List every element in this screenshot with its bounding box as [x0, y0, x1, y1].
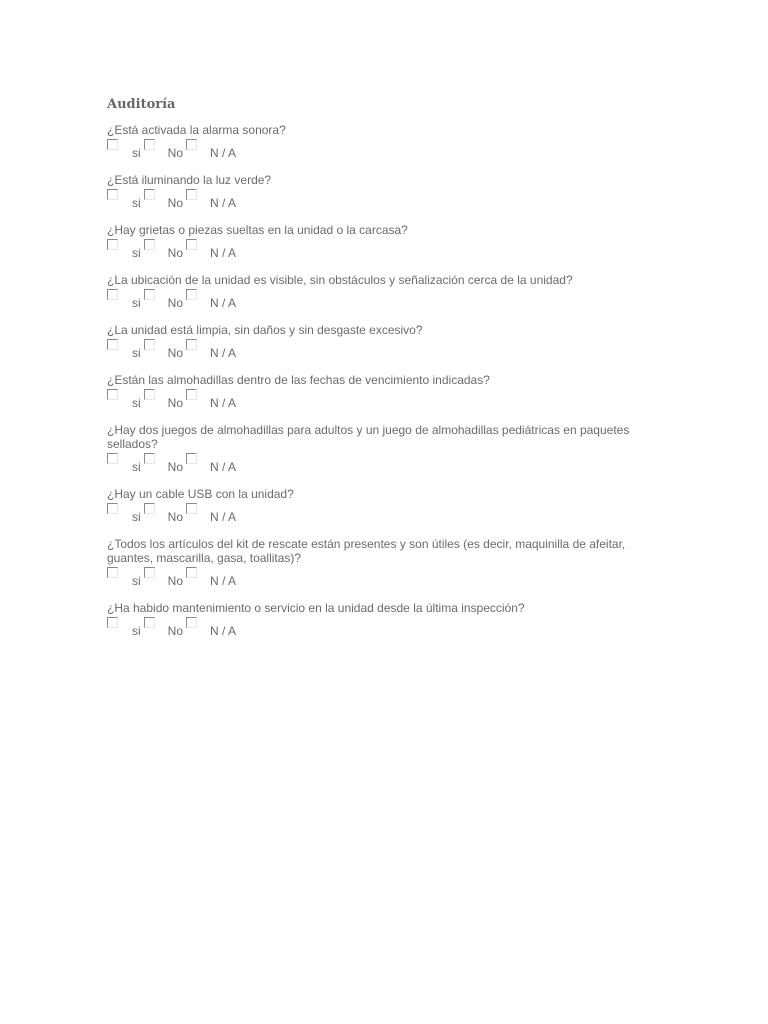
checkbox-na[interactable]	[186, 289, 197, 300]
label-si: si	[132, 510, 141, 524]
checkbox-na[interactable]	[186, 139, 197, 150]
question-item	[107, 600, 667, 637]
checkbox-na[interactable]	[186, 567, 197, 578]
label-no: No	[167, 196, 184, 210]
checkbox-si[interactable]	[107, 339, 118, 350]
checkbox-no[interactable]	[144, 339, 155, 350]
checkbox-na[interactable]	[186, 339, 197, 350]
checkbox-no[interactable]	[144, 617, 155, 628]
checkbox-na[interactable]	[186, 617, 197, 628]
checkbox-no[interactable]	[144, 139, 155, 150]
form-title: Auditoría	[107, 97, 176, 112]
question-text: ¿Están las almohadillas dentro de las fechas de vencimiento indicadas?	[107, 373, 490, 387]
answer-options	[107, 289, 667, 309]
answer-options	[107, 189, 667, 209]
question-text: ¿Está activada la alarma sonora?	[107, 123, 286, 137]
answer-options	[107, 453, 667, 473]
question-text: ¿La ubicación de la unidad es visible, sin obstáculos y señalización cerca de la unidad?	[107, 273, 573, 287]
answer-options	[107, 389, 667, 409]
label-si: si	[132, 396, 141, 410]
question-text: ¿Está iluminando la luz verde?	[107, 173, 272, 187]
checkbox-na[interactable]	[186, 503, 197, 514]
checkbox-si[interactable]	[107, 503, 118, 514]
answer-options	[107, 139, 667, 159]
question-item	[107, 372, 667, 409]
label-na: N / A	[210, 346, 237, 360]
checkbox-si[interactable]	[107, 239, 118, 250]
question-item	[107, 172, 667, 209]
checkbox-si[interactable]	[107, 453, 118, 464]
checkbox-si[interactable]	[107, 567, 118, 578]
checkbox-na[interactable]	[186, 453, 197, 464]
question-text: ¿Hay un cable USB con la unidad?	[107, 487, 294, 501]
question-text: ¿Ha habido mantenimiento o servicio en la unidad desde la última inspección?	[107, 601, 525, 615]
question-item	[107, 122, 667, 159]
label-no: No	[167, 296, 184, 310]
audit-form	[107, 96, 667, 650]
label-na: N / A	[210, 460, 237, 474]
label-na: N / A	[210, 296, 237, 310]
label-na: N / A	[210, 624, 237, 638]
question-text: ¿Todos los artículos del kit de rescate están presentes y son útiles (es decir, maquinilla de afeitar, guantes, mascarilla, gasa, toallitas)?	[107, 537, 626, 565]
checkbox-na[interactable]	[186, 239, 197, 250]
checkbox-no[interactable]	[144, 567, 155, 578]
label-no: No	[167, 396, 184, 410]
label-si: si	[132, 246, 141, 260]
question-text: ¿Hay dos juegos de almohadillas para adultos y un juego de almohadillas pediátricas en paquetes sellados?	[107, 423, 630, 451]
question-text: ¿La unidad está limpia, sin daños y sin desgaste excesivo?	[107, 323, 423, 337]
label-na: N / A	[210, 146, 237, 160]
answer-options	[107, 339, 667, 359]
label-si: si	[132, 624, 141, 638]
checkbox-no[interactable]	[144, 503, 155, 514]
label-no: No	[167, 574, 184, 588]
checkbox-si[interactable]	[107, 289, 118, 300]
checkbox-na[interactable]	[186, 189, 197, 200]
label-no: No	[167, 460, 184, 474]
question-item	[107, 272, 667, 309]
checkbox-si[interactable]	[107, 617, 118, 628]
checkbox-no[interactable]	[144, 453, 155, 464]
answer-options	[107, 567, 667, 587]
label-na: N / A	[210, 396, 237, 410]
label-na: N / A	[210, 510, 237, 524]
label-no: No	[167, 510, 184, 524]
answer-options	[107, 503, 667, 523]
checkbox-no[interactable]	[144, 239, 155, 250]
checkbox-no[interactable]	[144, 289, 155, 300]
label-no: No	[167, 146, 184, 160]
checkbox-si[interactable]	[107, 389, 118, 400]
checkbox-no[interactable]	[144, 389, 155, 400]
answer-options	[107, 617, 667, 637]
question-item	[107, 536, 667, 587]
question-item	[107, 322, 667, 359]
label-no: No	[167, 346, 184, 360]
label-si: si	[132, 146, 141, 160]
question-item	[107, 486, 667, 523]
label-na: N / A	[210, 196, 237, 210]
label-si: si	[132, 346, 141, 360]
checkbox-no[interactable]	[144, 189, 155, 200]
label-na: N / A	[210, 246, 237, 260]
question-item	[107, 422, 667, 473]
label-si: si	[132, 196, 141, 210]
checkbox-si[interactable]	[107, 189, 118, 200]
label-no: No	[167, 624, 184, 638]
checkbox-si[interactable]	[107, 139, 118, 150]
label-si: si	[132, 460, 141, 474]
question-item	[107, 222, 667, 259]
label-na: N / A	[210, 574, 237, 588]
label-si: si	[132, 574, 141, 588]
answer-options	[107, 239, 667, 259]
label-no: No	[167, 246, 184, 260]
label-si: si	[132, 296, 141, 310]
question-text: ¿Hay grietas o piezas sueltas en la unidad o la carcasa?	[107, 223, 408, 237]
checkbox-na[interactable]	[186, 389, 197, 400]
